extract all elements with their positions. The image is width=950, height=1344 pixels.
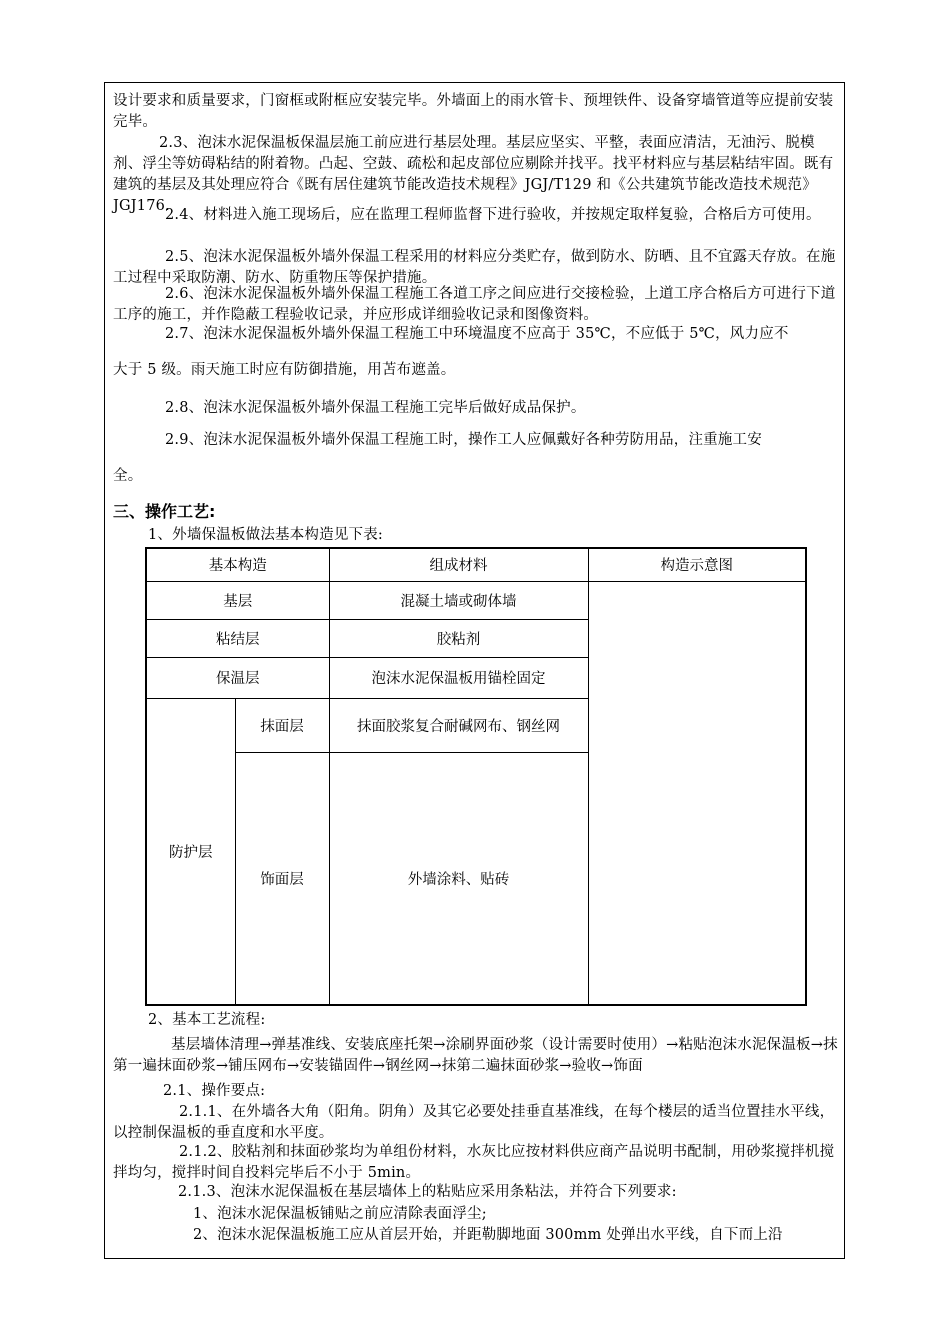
material-cell: 抹面胶浆复合耐碱网布、钢丝网 <box>329 698 588 752</box>
protect-layer-cell: 防护层 <box>146 698 235 1005</box>
para-2-3: 2.3、泡沫水泥保温板保温层施工前应进行基层处理。基层应坚实、平整，表面应清洁，无油污、脱模剂、浮尘等妨碍粘结的附着物。凸起、空鼓、疏松和起皮部位应剔除并找平。找平材料应与基层粘结牢固。既有建筑的基层及其处理应符合《既有居住建筑节能改造技术规程》JGJ/T129 和《公共建筑节能改造技术规范》JGJ176. <box>113 135 834 214</box>
sublayer-cell: 饰面层 <box>235 752 329 1005</box>
para-2-5: 2.5、泡沫水泥保温板外墙外保温工程采用的材料应分类贮存，做到防水、防晒、且不宜露天存放。在施工过程中采取防潮、防水、防重物压等保护措施。 <box>113 249 836 286</box>
material-cell: 混凝土墙或砌体墙 <box>329 581 588 619</box>
para-2-9b: 全。 <box>113 468 143 484</box>
sublayer-cell: 抹面层 <box>235 698 329 752</box>
para-2-9a: 2.9、泡沫水泥保温板外墙外保温工程施工时，操作工人应佩戴好各种劳防用品，注重施工安 <box>165 432 762 448</box>
table-row <box>146 581 806 619</box>
para-1: 设计要求和质量要求，门窗框或附框应安装完毕。外墙面上的雨水管卡、预埋铁件、设备穿墙管道等应提前安装完毕。 <box>113 93 834 130</box>
section-3-intro: 1、外墙保温板做法基本构造见下表: <box>148 527 384 543</box>
para-2-7b: 大于 5 级。雨天施工时应有防御措施，用苫布遮盖。 <box>113 362 456 378</box>
point-2-1-3-2: 2、泡沫水泥保温板施工应从首层开始，并距勒脚地面 300mm 处弹出水平线，自下而上沿 <box>193 1227 783 1243</box>
construction-table <box>145 547 807 1006</box>
layer-cell: 基层 <box>146 581 329 619</box>
header-material: 组成材料 <box>329 548 588 581</box>
point-2-1-3-1: 1、泡沫水泥保温板铺贴之前应清除表面浮尘; <box>193 1206 487 1222</box>
material-cell: 泡沫水泥保温板用锚栓固定 <box>329 657 588 698</box>
flow-title: 2、基本工艺流程: <box>148 1012 266 1028</box>
table-header-row <box>146 548 806 581</box>
para-2-8: 2.8、泡沫水泥保温板外墙外保温工程施工完毕后做好成品保护。 <box>165 400 586 416</box>
layer-cell: 保温层 <box>146 657 329 698</box>
point-2-1-3: 2.1.3、泡沫水泥保温板在基层墙体上的粘贴应采用条粘法，并符合下列要求: <box>178 1184 677 1200</box>
section-3-heading: 三、操作工艺: <box>113 502 216 521</box>
para-2-7a: 2.7、泡沫水泥保温板外墙外保温工程施工中环境温度不应高于 35℃，不应低于 5℃，风力应不 <box>165 326 789 342</box>
material-cell: 外墙涂料、贴砖 <box>329 752 588 1005</box>
para-2-6: 2.6、泡沫水泥保温板外墙外保温工程施工各道工序之间应进行交接检验，上道工序合格后方可进行下道工序的施工，并作隐蔽工程验收记录，并应形成详细验收记录和图像资料。 <box>113 286 836 323</box>
header-diagram: 构造示意图 <box>588 548 806 581</box>
point-2-1-2: 2.1.2、胶粘剂和抹面砂浆均为单组份材料，水灰比应按材料供应商产品说明书配制，用砂浆搅拌机搅拌均匀，搅拌时间自投料完毕后不小于 5min。 <box>113 1144 835 1181</box>
header-structure: 基本构造 <box>146 548 329 581</box>
layer-cell: 粘结层 <box>146 619 329 657</box>
points-title: 2.1、操作要点: <box>163 1083 266 1099</box>
para-2-4: 2.4、材料进入施工现场后，应在监理工程师监督下进行验收，并按规定取样复验，合格后方可使用。 <box>165 207 821 223</box>
point-2-1-1: 2.1.1、在外墙各大角（阳角。阴角）及其它必要处挂垂直基准线，在每个楼层的适当位置挂水平线，以控制保温板的垂直度和水平度。 <box>113 1104 835 1141</box>
material-cell: 胶粘剂 <box>329 619 588 657</box>
flow-text: 基层墙体清理→弹基准线、安装底座托架→涂刷界面砂浆（设计需要时使用）→粘贴泡沫水泥保温板→抹第一遍抹面砂浆→铺压网布→安装锚固件→钢丝网→抹第二遍抹面砂浆→验收→饰面 <box>113 1037 838 1074</box>
diagram-cell <box>588 581 806 1005</box>
